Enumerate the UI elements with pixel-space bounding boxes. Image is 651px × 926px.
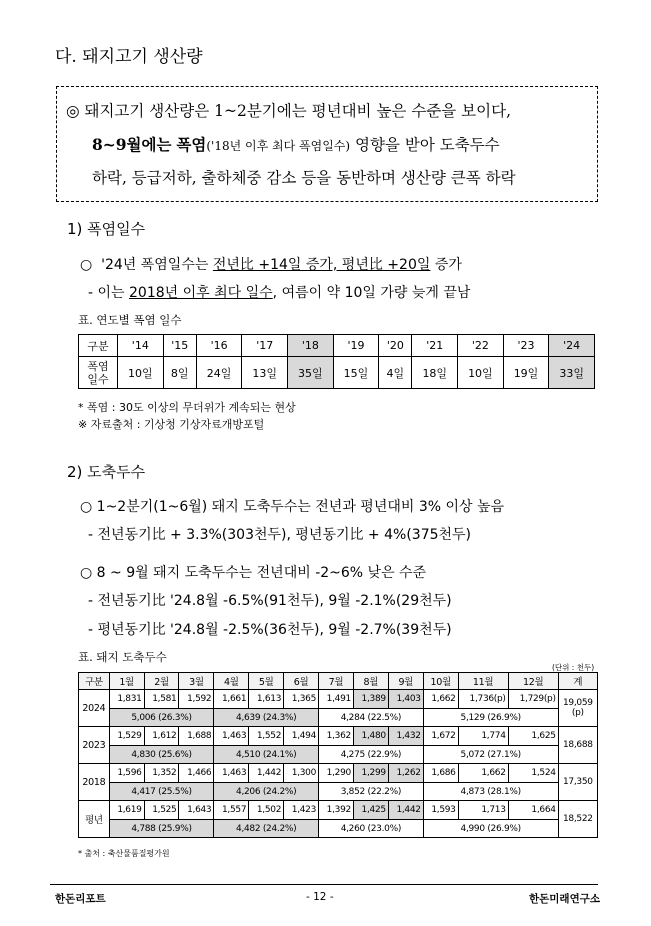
heatwave-text-1b: 증가 — [430, 257, 462, 273]
slaughter-row-label: 평년 — [79, 801, 110, 838]
slaughter-quarter-cell: 4,510 (24.1%) — [214, 746, 319, 764]
slaughter-month-cell: 1,425 — [353, 801, 388, 820]
slaughter-month-cell: 1,442 — [249, 764, 284, 783]
summary-line-2 — [92, 133, 500, 155]
slaughter-para-1-detail: - 전년동기比 + 3.3%(303천두), 평년동기比 + 4%(375천두) — [88, 527, 472, 543]
slaughter-month-cell: 1,664 — [508, 801, 558, 820]
slaughter-para-2-detail-1: - 전년동기比 '24.8월 -6.5%(91천두), 9월 -2.1%(29천두) — [88, 593, 452, 609]
slaughter-table — [78, 672, 598, 838]
slaughter-month-cell: 1,480 — [353, 727, 388, 746]
heatwave-year-cell: '20 — [379, 335, 412, 357]
heatwave-year-cell: '18 — [288, 335, 334, 357]
slaughter-month-cell: 1,662 — [458, 764, 508, 783]
slaughter-total-value: 18,522 — [562, 814, 593, 824]
slaughter-month-cell: 1,466 — [179, 764, 214, 783]
slaughter-total-value: 17,350 — [562, 777, 593, 787]
slaughter-month-cell: 1,403 — [388, 690, 423, 709]
summary-text-1: 돼지고기 생산량은 1~2분기에는 평년대비 높은 수준을 보이다, — [84, 102, 512, 120]
slaughter-month-cell: 1,442 — [388, 801, 423, 820]
footer-page-number: - 12 - — [306, 891, 334, 903]
slaughter-month-cell: 1,389 — [353, 690, 388, 709]
slaughter-month-cell: 1,502 — [249, 801, 284, 820]
heatwave-days-cell: 35일 — [288, 357, 334, 389]
heatwave-days-cell: 10일 — [458, 357, 504, 389]
slaughter-quarter-cell: 4,260 (23.0%) — [319, 820, 424, 838]
summary-bullet: ◎ — [66, 102, 80, 120]
heatwave-text-1a: '24년 폭염일수는 — [101, 257, 213, 273]
summary-text-2d: 영향을 받아 도축두수 — [355, 136, 500, 154]
footer-divider — [50, 884, 598, 885]
slaughter-table-unit: (단위 : 천두) — [552, 663, 595, 672]
slaughter-total-cell — [558, 801, 597, 838]
summary-text-2c: ('18년 이후 최다 폭염일수) — [206, 139, 351, 153]
slaughter-month-cell: 1,612 — [144, 727, 179, 746]
slaughter-quarter-cell: 4,284 (22.5%) — [319, 709, 424, 727]
slaughter-month-cell: 1,596 — [109, 764, 144, 783]
section-title: 다. 돼지고기 생산량 — [55, 47, 203, 67]
slaughter-para-2-detail-2: - 평년동기比 '24.8월 -2.5%(36천두), 9월 -2.7%(39천두) — [88, 622, 452, 638]
slaughter-month-cell: 1,613 — [249, 690, 284, 709]
slaughter-month-cell: 1,362 — [319, 727, 354, 746]
heatwave-text-2u: 2018년 이후 최다 일수 — [129, 285, 273, 301]
footer-left: 한돈리포트 — [55, 893, 106, 905]
heatwave-year-cell: '15 — [163, 335, 196, 357]
slaughter-month-cell: 1,774 — [458, 727, 508, 746]
slaughter-month-cell: 1,592 — [179, 690, 214, 709]
heatwave-days-cell: 10일 — [118, 357, 164, 389]
slaughter-month-cell: 1,831 — [109, 690, 144, 709]
slaughter-quarter-cell: 3,852 (22.2%) — [319, 783, 424, 801]
heatwave-text-1u: 전년比 +14일 증가, 평년比 +20일 — [212, 257, 431, 273]
summary-text-2b: 폭염 — [176, 135, 207, 154]
slaughter-header-cell: 8월 — [353, 673, 388, 690]
heatwave-days-cell: 19일 — [503, 357, 549, 389]
slaughter-month-cell: 1,491 — [319, 690, 354, 709]
slaughter-month-cell: 1,463 — [214, 764, 249, 783]
slaughter-month-cell: 1,352 — [144, 764, 179, 783]
slaughter-total-cell — [558, 690, 597, 727]
heatwave-year-cell: '19 — [333, 335, 379, 357]
bullet-circle: ○ — [80, 257, 93, 273]
slaughter-quarter-cell: 4,482 (24.2%) — [214, 820, 319, 838]
slaughter-month-cell: 1,262 — [388, 764, 423, 783]
slaughter-month-cell: 1,552 — [249, 727, 284, 746]
slaughter-month-cell: 1,736(p) — [458, 690, 508, 709]
heatwave-note-1: * 폭염 : 30도 이상의 무더위가 계속되는 현상 — [78, 401, 296, 414]
slaughter-source: * 출처 : 축산물품질평가원 — [78, 849, 170, 858]
slaughter-para-1: ○ 1~2분기(1~6월) 돼지 도축두수는 전년과 평년대비 3% 이상 높음 — [80, 499, 505, 515]
heatwave-days-cell: 33일 — [549, 357, 595, 389]
slaughter-header-cell: 5월 — [249, 673, 284, 690]
slaughter-month-cell: 1,688 — [179, 727, 214, 746]
heatwave-table-title: 표. 연도별 폭염 일수 — [78, 313, 182, 327]
slaughter-month-cell: 1,365 — [284, 690, 319, 709]
slaughter-para-2: ○ 8 ~ 9월 돼지 도축두수는 전년대비 -2~6% 낮은 수준 — [80, 565, 427, 581]
slaughter-quarter-cell: 5,072 (27.1%) — [423, 746, 558, 764]
slaughter-total-cell — [558, 727, 597, 764]
slaughter-row-label: 2023 — [79, 727, 110, 764]
heatwave-year-cell: '17 — [242, 335, 288, 357]
heatwave-year-cell: '16 — [196, 335, 242, 357]
slaughter-month-cell: 1,432 — [388, 727, 423, 746]
slaughter-total-value: 19,059 — [562, 698, 593, 708]
slaughter-month-cell: 1,619 — [109, 801, 144, 820]
slaughter-total-value: 18,688 — [562, 740, 593, 750]
heatwave-bullet-2 — [88, 282, 470, 302]
slaughter-quarter-cell: 4,639 (24.3%) — [214, 709, 319, 727]
slaughter-month-cell: 1,672 — [423, 727, 458, 746]
slaughter-quarter-cell: 4,275 (22.9%) — [319, 746, 424, 764]
slaughter-header-cell: 7월 — [319, 673, 354, 690]
heatwave-text-2a: - 이는 — [88, 285, 130, 301]
heatwave-year-cell: '22 — [458, 335, 504, 357]
heatwave-days-cell: 24일 — [196, 357, 242, 389]
slaughter-header-cell: 12월 — [508, 673, 558, 690]
slaughter-header-cell: 3월 — [179, 673, 214, 690]
heatwave-bullet-1 — [80, 254, 462, 274]
slaughter-total-note: (p) — [571, 708, 584, 718]
slaughter-month-cell: 1,557 — [214, 801, 249, 820]
slaughter-month-cell: 1,494 — [284, 727, 319, 746]
slaughter-header-cell: 6월 — [284, 673, 319, 690]
heatwave-days-cell: 15일 — [333, 357, 379, 389]
slaughter-row-label: 2018 — [79, 764, 110, 801]
heatwave-days-cell: 4일 — [379, 357, 412, 389]
slaughter-quarter-cell: 4,873 (28.1%) — [423, 783, 558, 801]
slaughter-month-cell: 1,581 — [144, 690, 179, 709]
slaughter-header-cell: 4월 — [214, 673, 249, 690]
slaughter-quarter-cell: 5,129 (26.9%) — [423, 709, 558, 727]
slaughter-month-cell: 1,525 — [144, 801, 179, 820]
slaughter-month-cell: 1,392 — [319, 801, 354, 820]
heatwave-table — [78, 334, 595, 389]
heatwave-year-cell: '14 — [118, 335, 164, 357]
slaughter-header-cell: 11월 — [458, 673, 508, 690]
slaughter-header-cell: 9월 — [388, 673, 423, 690]
subsection-heatwave-title: 1) 폭염일수 — [67, 220, 146, 238]
slaughter-quarter-cell: 5,006 (26.3%) — [109, 709, 214, 727]
footer-right: 한돈미래연구소 — [529, 893, 601, 905]
heatwave-days-header: 폭염 일수 — [79, 357, 118, 389]
heatwave-row-header: 구분 — [79, 335, 118, 357]
slaughter-month-cell: 1,290 — [319, 764, 354, 783]
slaughter-month-cell: 1,662 — [423, 690, 458, 709]
slaughter-month-cell: 1,729(p) — [508, 690, 558, 709]
slaughter-month-cell: 1,529 — [109, 727, 144, 746]
heatwave-days-cell: 8일 — [163, 357, 196, 389]
heatwave-text-2b: , 여름이 약 10일 가량 늦게 끝남 — [272, 285, 471, 301]
summary-line-3: 하락, 등급저하, 출하체중 감소 등을 동반하며 생산량 큰폭 하락 — [92, 169, 516, 187]
slaughter-total-cell — [558, 764, 597, 801]
slaughter-quarter-cell: 4,830 (25.6%) — [109, 746, 214, 764]
slaughter-month-cell: 1,686 — [423, 764, 458, 783]
slaughter-header-cell: 계 — [558, 673, 597, 690]
slaughter-month-cell: 1,661 — [214, 690, 249, 709]
slaughter-quarter-cell: 4,990 (26.9%) — [423, 820, 558, 838]
summary-line-1 — [66, 99, 511, 121]
slaughter-table-title: 표. 돼지 도축두수 — [78, 650, 167, 664]
subsection-slaughter-title: 2) 도축두수 — [67, 463, 146, 481]
slaughter-month-cell: 1,300 — [284, 764, 319, 783]
slaughter-month-cell: 1,643 — [179, 801, 214, 820]
heatwave-days-cell: 18일 — [412, 357, 458, 389]
heatwave-year-cell: '24 — [549, 335, 595, 357]
slaughter-row-label: 2024 — [79, 690, 110, 727]
heatwave-note-2: ※ 자료출처 : 기상청 기상자료개방포털 — [78, 418, 265, 431]
slaughter-quarter-cell: 4,788 (25.9%) — [109, 820, 214, 838]
slaughter-month-cell: 1,524 — [508, 764, 558, 783]
heatwave-year-cell: '21 — [412, 335, 458, 357]
slaughter-month-cell: 1,423 — [284, 801, 319, 820]
slaughter-month-cell: 1,463 — [214, 727, 249, 746]
slaughter-month-cell: 1,625 — [508, 727, 558, 746]
slaughter-header-cell: 2월 — [144, 673, 179, 690]
summary-text-2a: 8~9월에는 — [92, 135, 172, 154]
slaughter-quarter-cell: 4,417 (25.5%) — [109, 783, 214, 801]
slaughter-header-cell: 1월 — [109, 673, 144, 690]
heatwave-days-cell: 13일 — [242, 357, 288, 389]
slaughter-header-cell: 10월 — [423, 673, 458, 690]
slaughter-month-cell: 1,299 — [353, 764, 388, 783]
slaughter-month-cell: 1,593 — [423, 801, 458, 820]
slaughter-quarter-cell: 4,206 (24.2%) — [214, 783, 319, 801]
slaughter-month-cell: 1,713 — [458, 801, 508, 820]
heatwave-year-cell: '23 — [503, 335, 549, 357]
slaughter-header-cell: 구분 — [79, 673, 110, 690]
